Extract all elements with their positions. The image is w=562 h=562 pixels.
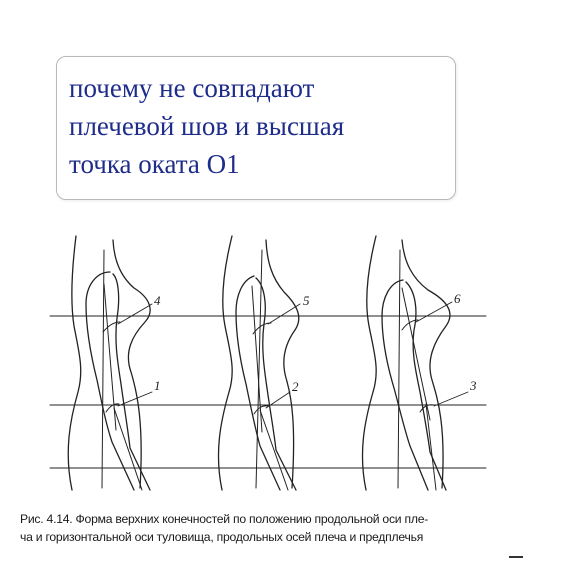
torso-figure-3: [362, 236, 468, 490]
caption-line-1: Рис. 4.14. Форма верхних конечностей по положению продольной оси пле-: [20, 512, 429, 526]
angle-label-3: 3: [470, 378, 477, 393]
body-front-contour-2: [266, 240, 299, 488]
angle-label-4: 4: [154, 293, 161, 308]
caption-line-2: ча и горизонтальной оси туловища, продольных осей плеча и предплечья: [20, 530, 424, 544]
question-line-1: почему не совпадают: [69, 73, 315, 103]
question-line-2: плечевой шов и высшая: [69, 111, 345, 141]
body-back-contour-3: [362, 236, 376, 490]
arm-inner-line-3: [406, 282, 446, 490]
torso-figure-2: [218, 236, 300, 490]
question-line-3: точка оката О1: [69, 149, 240, 179]
body-back-contour-2: [218, 236, 232, 490]
angle-label-6: 6: [454, 291, 461, 306]
angle-arc-4: [103, 322, 120, 332]
angle-label-2: 2: [292, 379, 299, 394]
body-back-contour-1: [68, 236, 81, 490]
torso-figure-1: [68, 236, 152, 490]
page-continuation-dash: [509, 556, 523, 558]
leader-line-3: [434, 392, 468, 406]
body-front-contour-3: [402, 240, 450, 488]
leader-line-4: [118, 304, 152, 324]
body-axis-2: [256, 250, 262, 488]
forearm-axis-3: [426, 404, 436, 490]
angle-label-1: 1: [154, 378, 161, 393]
arm-outline-3: [382, 280, 428, 490]
figure-caption: [20, 510, 542, 546]
leader-line-5: [268, 304, 300, 324]
arm-outline-1: [86, 272, 134, 490]
body-axis-3: [398, 250, 400, 488]
leader-line-2: [266, 392, 290, 408]
arm-outline-2: [236, 276, 280, 490]
leader-line-6: [416, 302, 452, 322]
angle-label-5: 5: [303, 293, 310, 308]
angle-arc-5: [253, 323, 271, 334]
